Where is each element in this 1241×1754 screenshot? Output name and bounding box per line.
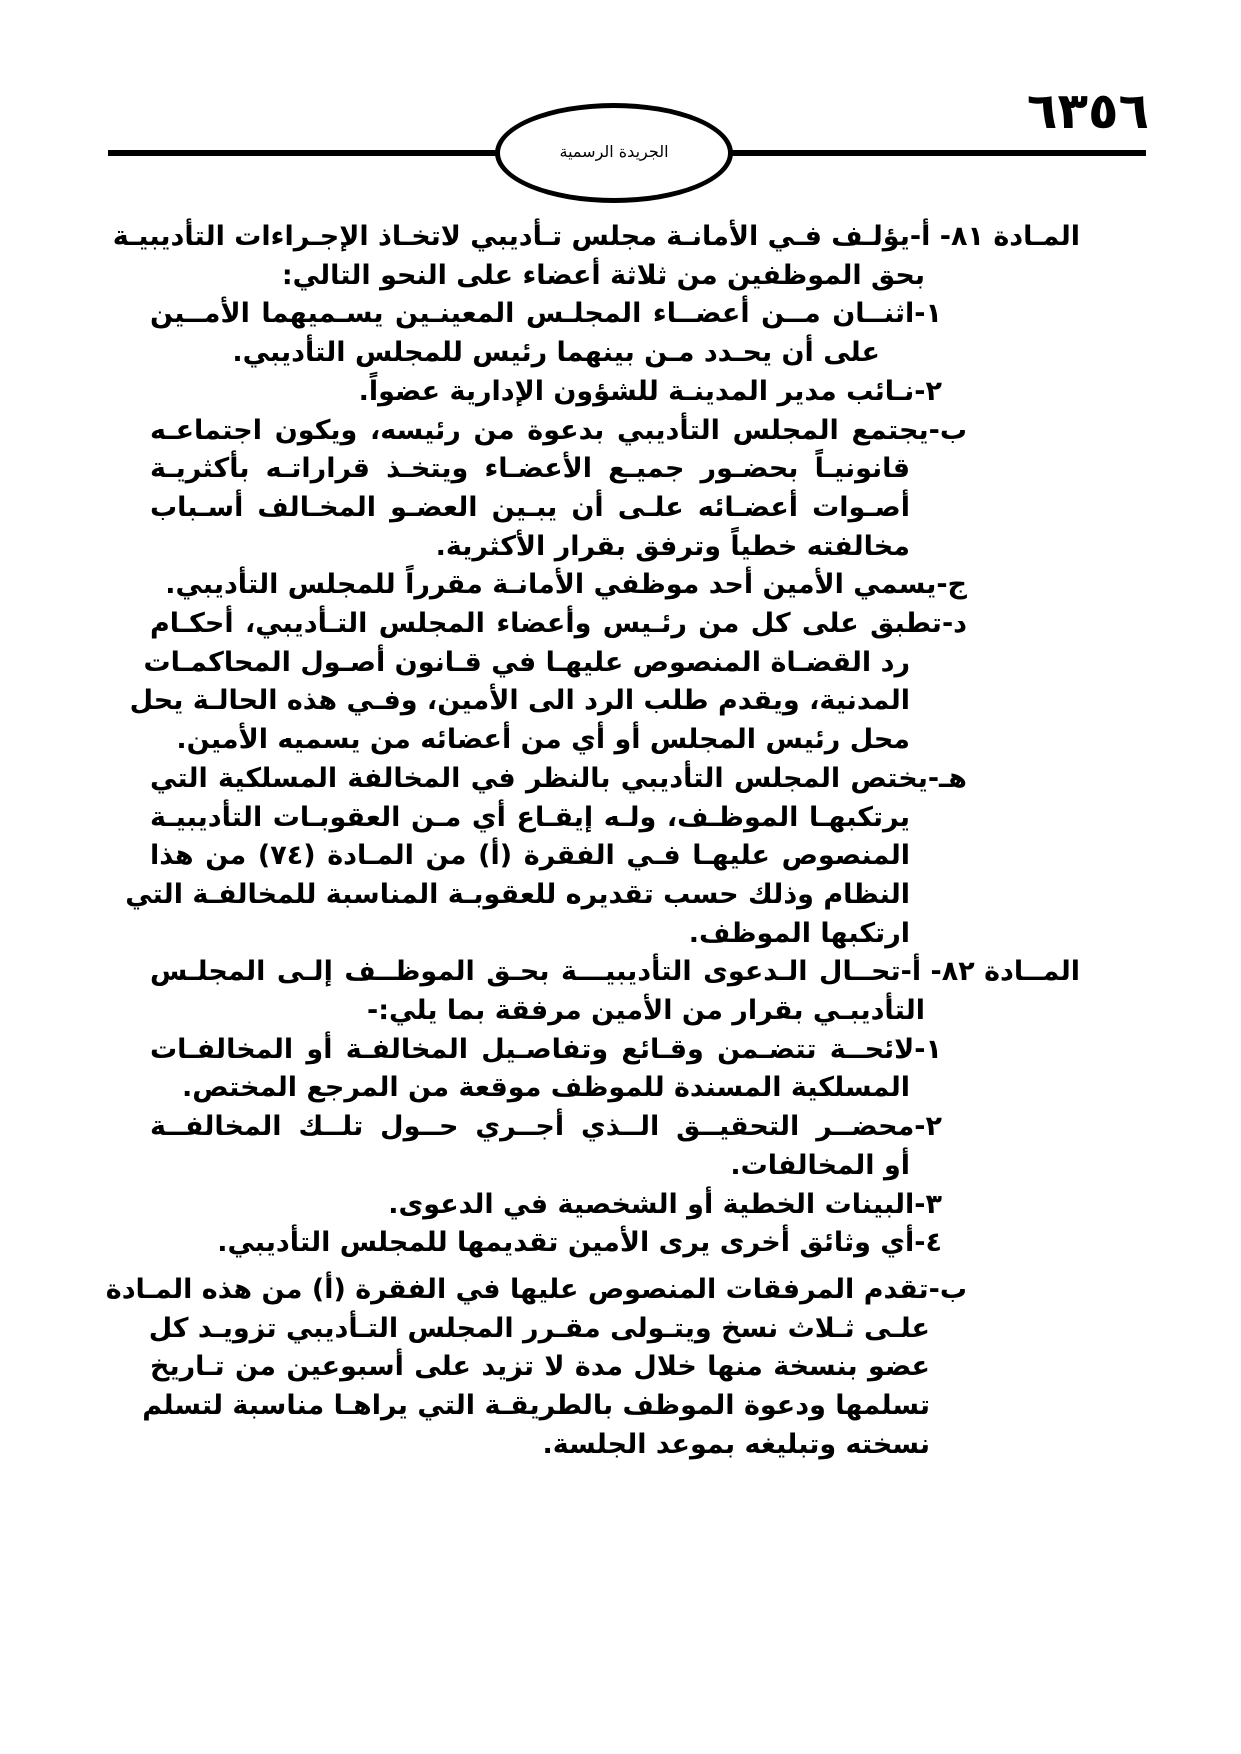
line-text: المدنية، ويقدم طلب الرد الى الأمين، وفـي هذه الحالـة يحل (129, 685, 910, 717)
line-text: تسلمها ودعوة الموظف بالطريقـة التي يراهـا مناسبة لتسلم (142, 1390, 930, 1422)
text-line (129, 682, 1080, 721)
line-text: اثنــان مــن أعضــاء المجلـس المعينـين يسـميهما الأمــين (150, 298, 915, 330)
line-text: يسمي الأمين أحد موظفي الأمانـة مقرراً للمجلس التأديبي. (165, 569, 937, 601)
text-line (143, 644, 1080, 683)
item-label: هـ- (927, 762, 967, 794)
paragraph-gap (150, 1263, 1080, 1271)
text-line (150, 1031, 1080, 1070)
header-oval (495, 103, 733, 203)
text-line (150, 1069, 1080, 1108)
text-line (150, 1426, 1080, 1465)
item-label: ج- (936, 569, 967, 601)
line-text: المسلكية المسندة للموظف موقعة من المرجع المختص. (182, 1072, 910, 1104)
text-line (112, 218, 1080, 257)
item-label: المــادة ٨٢- أ- (900, 956, 1080, 988)
line-text: المنصوص عليهـا فـي الفقرة (أ) من المـادة (٧٤) من هذا (150, 840, 910, 872)
line-text: ارتكبها الموظف. (688, 917, 910, 949)
line-text: تقدم المرفقات المنصوص عليها في الفقرة (أ) من هذه المـادة (105, 1273, 929, 1305)
line-text: يؤلـف فـي الأمانـة مجلس تـأديبي لاتخـاذ الإجـراءات التأديبيـة (112, 221, 910, 252)
line-text: نسخته وتبليغه بموعد الجلسة. (542, 1428, 930, 1460)
text-line (150, 1108, 1080, 1147)
text-line (150, 1147, 1080, 1186)
text-line (150, 334, 1080, 373)
text-line (150, 953, 1080, 992)
line-text: النظام وذلك حسب تقديره للعقوبـة المناسبة للمخالفـة التي (125, 878, 910, 910)
text-line (150, 915, 1080, 954)
text-line (150, 1310, 1080, 1349)
line-text: تطبق على كل من رئـيس وأعضاء المجلس التـأديبي، أحكـام (150, 608, 942, 640)
line-text: محل رئيس المجلس أو أي من أعضائه من يسميه الأمين. (176, 724, 910, 756)
line-text: بحق الموظفين من ثلاثة أعضاء على النحو التالي: (281, 259, 925, 291)
text-line (150, 1224, 1080, 1263)
text-line (150, 799, 1080, 838)
text-line (150, 450, 1080, 489)
line-text: محضــر التحقيــق الــذي أجــري حــول تلــك المخالفــة (150, 1111, 915, 1143)
line-text: عضو بنسخة منها خلال مدة لا تزيد على أسبوعين من تـاريخ (150, 1351, 930, 1383)
item-label: ٣- (914, 1188, 942, 1220)
item-label: المـادة ٨١- أ- (909, 221, 1080, 252)
text-line (105, 1271, 1080, 1310)
item-label: ب- (928, 414, 967, 446)
text-line (125, 876, 1080, 915)
text-line (150, 528, 1080, 567)
line-text: يجتمع المجلس التأديبي بدعوة من رئيسه، ويكون اجتماعـه (150, 414, 929, 446)
line-text: مخالفته خطياً وترفق بقرار الأكثرية. (435, 530, 910, 562)
text-line (150, 566, 1080, 605)
line-text: أو المخالفات. (730, 1149, 910, 1181)
line-text: أي وثائق أخرى يرى الأمين تقديمها للمجلس التأديبي. (217, 1227, 915, 1259)
text-line (150, 412, 1080, 451)
page-number: ٦٣٥٦ (1026, 82, 1149, 140)
item-label: ١- (914, 1033, 942, 1065)
text-line (150, 1348, 1080, 1387)
line-text: نـائب مدير المدينـة للشؤون الإدارية عضواً. (358, 375, 915, 407)
line-text: يرتكبهـا الموظـف، ولـه إيقـاع أي مـن العقوبـات التأديبيـة (150, 801, 910, 833)
item-label: ب- (928, 1273, 967, 1305)
line-text: تحــال الـدعوى التأديبيـــة بحـق الموظــف إلـى المجلـس (150, 956, 901, 988)
text-line (150, 1186, 1080, 1225)
item-label: ٢- (914, 375, 942, 407)
text-line (150, 760, 1080, 799)
line-text: قانونيـاً بحضـور جميـع الأعضـاء ويتخـذ قراراتـه بأكثريـة (150, 453, 910, 485)
text-line (150, 489, 1080, 528)
text-line (150, 257, 1080, 296)
line-text: علـى ثـلاث نسخ ويتـولى مقـرر المجلس التـأديبي تزويـد كل (148, 1312, 930, 1344)
article-body (105, 218, 1080, 1465)
line-text: على أن يحـدد مـن بينهما رئيس للمجلس التأديبي. (232, 337, 880, 369)
text-line (150, 721, 1080, 760)
line-text: رد القضـاة المنصوص عليهـا في قـانون أصـول المحاكمـات (143, 646, 910, 678)
line-text: التأديبـي بقرار من الأمين مرفقة بما يلي:- (367, 995, 925, 1027)
text-line (150, 837, 1080, 876)
line-text: أصـوات أعضـائه علـى أن يبـين العضـو المخـالف أسـباب (150, 491, 910, 523)
line-text: البينات الخطية أو الشخصية في الدعوى. (388, 1188, 915, 1220)
item-label: ٢- (914, 1111, 942, 1143)
item-label: ٤- (914, 1227, 942, 1259)
line-text: لائحــة تتضـمن وقـائع وتفاصـيل المخالفـة أو المخالفـات (150, 1033, 915, 1065)
text-line (150, 373, 1080, 412)
text-line (142, 1387, 1080, 1426)
item-label: د- (941, 608, 967, 640)
publication-title: الجريدة الرسمية (559, 141, 669, 161)
text-line (150, 295, 1080, 334)
item-label: ١- (914, 298, 942, 330)
text-line (150, 992, 1080, 1031)
text-line (150, 605, 1080, 644)
line-text: يختص المجلس التأديبي بالنظر في المخالفة المسلكية التي (150, 762, 928, 794)
